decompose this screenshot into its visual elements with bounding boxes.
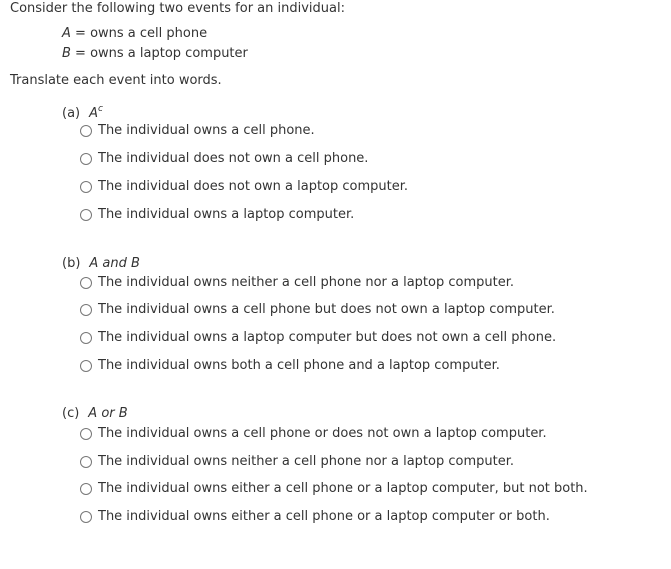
radio-option[interactable] <box>80 356 500 376</box>
option-label: The individual owns neither a cell phone nor a laptop computer. <box>98 454 515 469</box>
radio-button[interactable] <box>80 332 92 344</box>
radio-button[interactable] <box>80 304 92 316</box>
question-intro: Consider the following two events for an individual: <box>10 1 345 16</box>
radio-option[interactable] <box>80 507 550 527</box>
event-description: = owns a laptop computer <box>70 46 248 61</box>
event-definition-a <box>62 26 207 41</box>
option-label: The individual owns a laptop computer but does not own a cell phone. <box>98 330 557 345</box>
radio-button[interactable] <box>80 153 92 165</box>
option-label: The individual owns both a cell phone and a laptop computer. <box>98 358 500 373</box>
event-description: = owns a cell phone <box>70 26 208 41</box>
radio-button[interactable] <box>80 209 92 221</box>
option-label: The individual owns either a cell phone or a laptop computer, but not both. <box>98 481 588 496</box>
part-letter: (a) <box>62 106 81 121</box>
option-label: The individual owns a cell phone but does not own a laptop computer. <box>98 302 555 317</box>
part-b-label <box>62 256 140 271</box>
complement-superscript: c <box>98 104 103 114</box>
part-expression <box>89 106 103 121</box>
part-expression: A or B <box>88 406 128 421</box>
radio-button[interactable] <box>80 483 92 495</box>
option-label: The individual owns neither a cell phone nor a laptop computer. <box>98 275 515 290</box>
part-a-label <box>62 104 103 121</box>
radio-button[interactable] <box>80 456 92 468</box>
radio-option[interactable] <box>80 452 514 472</box>
event-variable: A <box>62 26 71 41</box>
radio-button[interactable] <box>80 360 92 372</box>
radio-button[interactable] <box>80 511 92 523</box>
option-label: The individual does not own a cell phone. <box>98 151 369 166</box>
event-variable: B <box>62 46 71 61</box>
radio-option[interactable] <box>80 121 315 141</box>
event-definition-b <box>62 46 248 61</box>
option-label: The individual owns either a cell phone or a laptop computer or both. <box>98 509 550 524</box>
option-label: The individual owns a laptop computer. <box>98 207 355 222</box>
radio-option[interactable] <box>80 300 555 320</box>
radio-option[interactable] <box>80 424 547 444</box>
instruction-text: Translate each event into words. <box>10 73 222 88</box>
radio-button[interactable] <box>80 277 92 289</box>
option-label: The individual owns a cell phone or does not own a laptop computer. <box>98 426 547 441</box>
part-letter: (b) <box>62 256 81 271</box>
radio-option[interactable] <box>80 479 588 499</box>
part-c-label <box>62 406 128 421</box>
radio-button[interactable] <box>80 181 92 193</box>
radio-option[interactable] <box>80 149 368 169</box>
radio-option[interactable] <box>80 273 514 293</box>
radio-button[interactable] <box>80 428 92 440</box>
part-letter: (c) <box>62 406 80 421</box>
option-label: The individual does not own a laptop computer. <box>98 179 409 194</box>
radio-button[interactable] <box>80 125 92 137</box>
radio-option[interactable] <box>80 328 556 348</box>
radio-option[interactable] <box>80 205 354 225</box>
radio-option[interactable] <box>80 177 408 197</box>
expression-base: A <box>89 106 99 121</box>
option-label: The individual owns a cell phone. <box>98 123 315 138</box>
part-expression: A and B <box>89 256 140 271</box>
